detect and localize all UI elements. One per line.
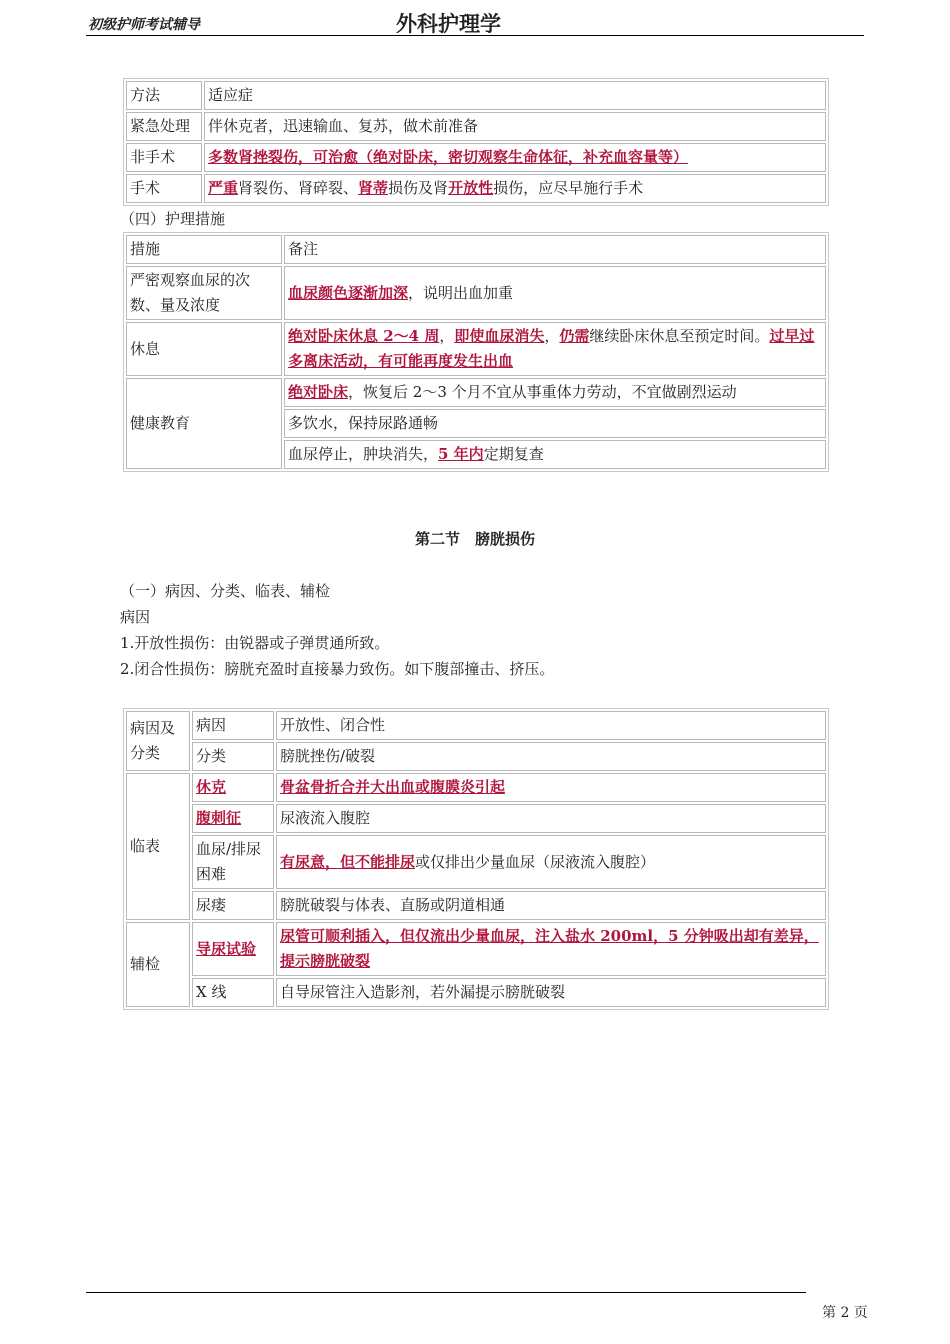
table-cell xyxy=(284,322,826,376)
table-cell xyxy=(276,835,826,889)
nursing-table xyxy=(123,232,829,472)
cell-text: 血尿/排尿困难 xyxy=(196,840,262,883)
table-row xyxy=(126,143,826,172)
table-row xyxy=(126,81,826,110)
table-group-cell: 临表 xyxy=(126,773,190,920)
table-cell xyxy=(284,409,826,438)
table-cell xyxy=(276,742,826,771)
table-cell: 方法 xyxy=(126,81,202,110)
highlighted-text: 肾蒂 xyxy=(358,179,389,197)
cell-text: 损伤，应尽早施行手术 xyxy=(493,179,644,197)
highlighted-text: 休克 xyxy=(196,778,227,796)
highlighted-text: 血尿颜色逐渐加深 xyxy=(288,283,409,302)
highlighted-text: 5 年内 xyxy=(438,445,484,463)
table-cell xyxy=(192,773,274,802)
cell-text: 继续卧床休息至预定时间。 xyxy=(589,327,770,345)
table-cell xyxy=(276,711,826,740)
table-row xyxy=(126,742,826,771)
highlighted-text: 绝对卧床休息 2～4 周 xyxy=(288,327,440,345)
highlighted-text: 骨盆骨折合并大出血或腹膜炎引起 xyxy=(280,778,506,796)
cell-text: 或仅排出少量血尿（尿液流入腹腔） xyxy=(415,852,656,871)
table-row xyxy=(126,978,826,1007)
table-cell: 紧急处理 xyxy=(126,112,202,141)
table-cell xyxy=(192,978,274,1007)
highlighted-text: 仍需 xyxy=(559,327,590,345)
intro-line: 2.闭合性损伤：膀胱充盈时直接暴力致伤。如下腹部撞击、挤压。 xyxy=(120,660,555,678)
table-cell xyxy=(192,742,274,771)
table-cell xyxy=(204,174,826,203)
highlighted-text: 严重 xyxy=(208,179,239,197)
table-cell xyxy=(284,440,826,469)
cell-text: 分类 xyxy=(196,747,227,765)
table-cell xyxy=(204,112,826,141)
table-group-cell: 病因及分类 xyxy=(126,711,190,771)
table-cell: 休息 xyxy=(126,322,282,376)
cell-text: ，恢复后 2～3 个月不宜从事重体力劳动，不宜做剧烈运动 xyxy=(348,383,737,401)
table-row xyxy=(126,773,826,802)
intro-line: （一）病因、分类、临表、辅检 xyxy=(120,582,331,600)
table-cell: 手术 xyxy=(126,174,202,203)
table-cell xyxy=(284,378,826,407)
table-cell xyxy=(276,922,826,976)
table-cell xyxy=(276,891,826,920)
highlighted-text: 有尿意，但不能排尿 xyxy=(280,852,416,871)
table-row xyxy=(126,266,826,320)
intro-line: 1.开放性损伤：由锐器或子弹贯通所致。 xyxy=(120,634,390,652)
table-cell xyxy=(276,804,826,833)
table-cell xyxy=(192,804,274,833)
table-group-cell: 辅检 xyxy=(126,922,190,1007)
table-header-cell: 措施 xyxy=(126,235,282,264)
cell-text: 尿液流入腹腔 xyxy=(280,809,371,827)
table-cell xyxy=(276,978,826,1007)
table-row xyxy=(126,804,826,833)
highlighted-text: 开放性 xyxy=(448,179,494,197)
cell-text: ，说明出血加重 xyxy=(408,283,514,302)
table-row xyxy=(126,711,826,740)
footer-rule xyxy=(86,1292,806,1293)
cell-text: 膀胱挫伤/破裂 xyxy=(280,747,376,765)
cell-text: 适应症 xyxy=(208,86,254,104)
cell-text: 多饮水，保持尿路通畅 xyxy=(288,414,439,432)
highlighted-text: 多数肾挫裂伤，可治愈（绝对卧床，密切观察生命体征，补充血容量等） xyxy=(208,148,689,166)
bladder-injury-table xyxy=(123,708,829,1010)
table-row xyxy=(126,378,826,407)
table-cell: 严密观察血尿的次数、量及浓度 xyxy=(126,266,282,320)
table-row xyxy=(126,891,826,920)
cell-text: 定期复查 xyxy=(483,445,544,463)
section-heading-nursing: （四）护理措施 xyxy=(120,210,226,228)
intro-line: 病因 xyxy=(120,608,151,626)
table-cell xyxy=(204,143,826,172)
cell-text: 自导尿管注入造影剂，若外漏提示膀胱破裂 xyxy=(280,983,566,1001)
table-header-cell: 备注 xyxy=(284,235,826,264)
table-cell xyxy=(284,266,826,320)
header-left-text: 初级护师考试辅导 xyxy=(88,17,200,33)
table-cell xyxy=(204,81,826,110)
table-cell: 非手术 xyxy=(126,143,202,172)
highlighted-text: 绝对卧床 xyxy=(288,383,349,401)
cell-text: 血尿停止，肿块消失， xyxy=(288,445,439,463)
table-row xyxy=(126,922,826,976)
table-cell xyxy=(192,835,274,889)
table-cell xyxy=(192,711,274,740)
section-title: 第二节 膀胱损伤 xyxy=(414,530,535,548)
table-cell xyxy=(276,773,826,802)
cell-text: ， xyxy=(439,327,455,345)
header-title: 外科护理学 xyxy=(396,11,501,36)
table-row xyxy=(126,322,826,376)
table-row xyxy=(126,835,826,889)
table-row xyxy=(126,112,826,141)
table-cell xyxy=(192,922,274,976)
table-cell: 健康教育 xyxy=(126,378,282,469)
table-cell xyxy=(192,891,274,920)
highlighted-text: 尿管可顺利插入，但仅流出少量血尿，注入盐水 200ml，5 分钟吸出却有差异，提示膀胱破裂 xyxy=(280,927,819,970)
cell-text: 尿瘘 xyxy=(196,896,227,914)
cell-text: 肾裂伤、肾碎裂、 xyxy=(238,179,359,197)
cell-text: ， xyxy=(544,327,560,345)
highlighted-text: 过早过多离床活动，有可能再度发生出血 xyxy=(288,327,815,370)
header-rule xyxy=(86,35,864,36)
table-row xyxy=(126,174,826,203)
highlighted-text: 即使血尿消失 xyxy=(454,327,545,345)
cell-text: X 线 xyxy=(196,983,227,1001)
cell-text: 开放性、闭合性 xyxy=(280,716,386,734)
highlighted-text: 导尿试验 xyxy=(196,939,257,958)
cell-text: 伴休克者，迅速输血、复苏，做术前准备 xyxy=(208,117,479,135)
table-row xyxy=(126,235,826,264)
cell-text: 病因 xyxy=(196,716,227,734)
treatment-table xyxy=(123,78,829,206)
cell-text: 损伤及肾 xyxy=(388,179,449,197)
page-number: 第 2 页 xyxy=(822,1305,868,1321)
highlighted-text: 腹刺征 xyxy=(196,809,242,827)
cell-text: 膀胱破裂与体表、直肠或阴道相通 xyxy=(280,896,506,914)
